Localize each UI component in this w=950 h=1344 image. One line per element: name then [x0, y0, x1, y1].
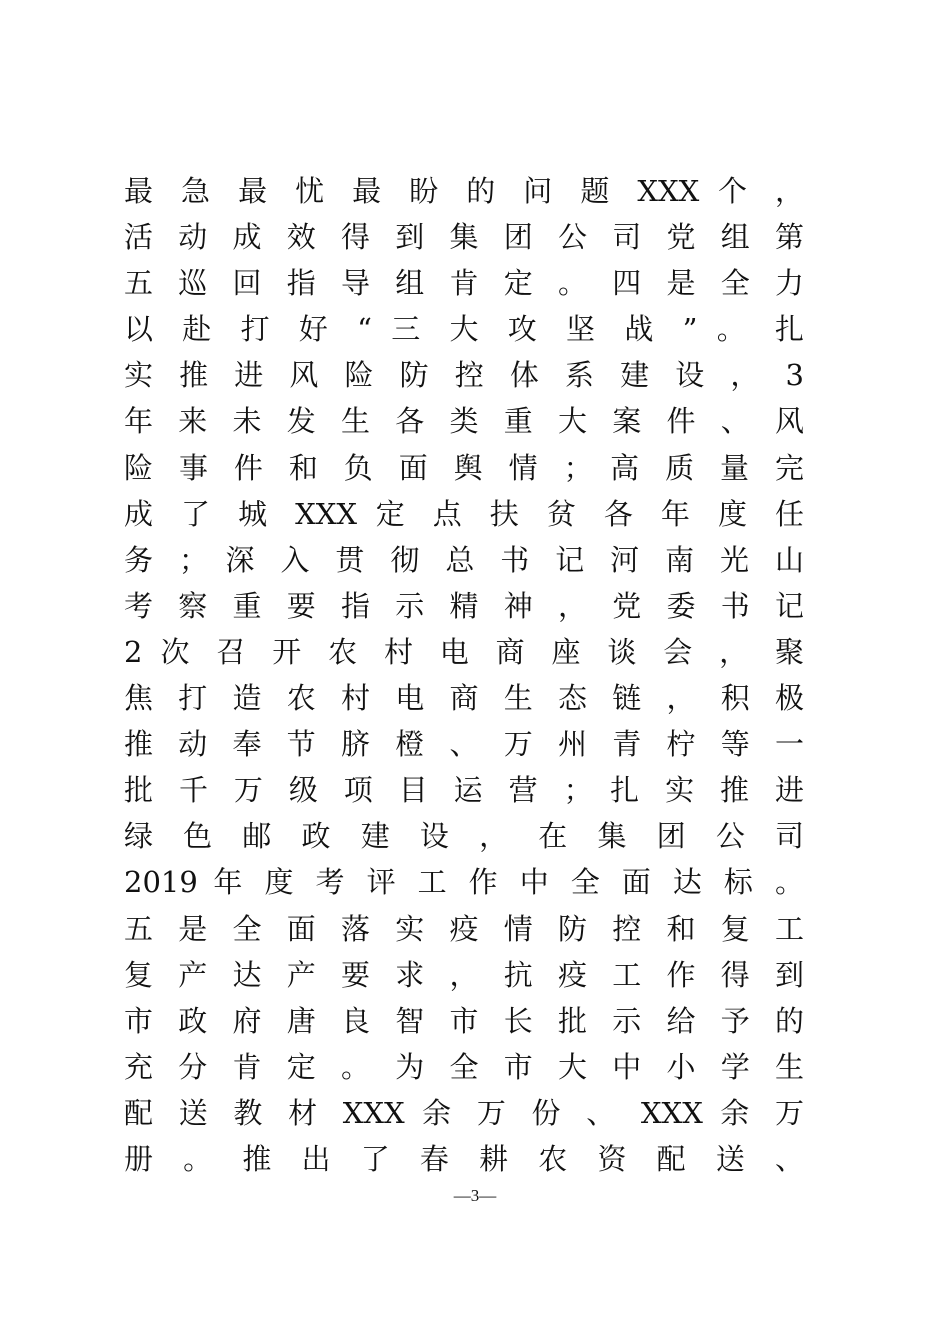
- body-paragraph: [124, 168, 804, 1182]
- text-line: 配 送 教 材 XXX 余 万 份 、 XXX 余 万: [124, 1095, 804, 1130]
- page-number: —3—: [453, 1186, 497, 1205]
- text-line: 五 是 全 面 落 实 疫 情 防 控 和 复 工: [124, 911, 804, 946]
- text-line: 复 产 达 产 要 求 ， 抗 疫 工 作 得 到: [124, 957, 804, 992]
- text-line: 2 次 召 开 农 村 电 商 座 谈 会 ， 聚: [124, 634, 804, 669]
- text-line: 最 急 最 忧 最 盼 的 问 题 XXX 个 ，: [124, 174, 804, 208]
- text-line: 册 。 推 出 了 春 耕 农 资 配 送 、: [124, 1141, 804, 1176]
- text-line: 推 动 奉 节 脐 橙 、 万 州 青 柠 等 一: [124, 727, 804, 762]
- text-line: 险 事 件 和 负 面 舆 情 ； 高 质 量 完: [124, 450, 804, 485]
- text-line: 年 来 未 发 生 各 类 重 大 案 件 、 风: [124, 404, 804, 439]
- text-line: 以 赴 打 好 “ 三 大 攻 坚 战 ” 。 扎: [124, 312, 804, 347]
- text-line: 充 分 肯 定 。 为 全 市 大 中 小 学 生: [124, 1049, 804, 1084]
- text-line: 活 动 成 效 得 到 集 团 公 司 党 组 第: [124, 220, 804, 255]
- text-line: 五 巡 回 指 导 组 肯 定 。 四 是 全 力: [124, 266, 804, 301]
- text-line: 2019 年 度 考 评 工 作 中 全 面 达 标 。: [124, 865, 804, 900]
- text-line: 务 ； 深 入 贯 彻 总 书 记 河 南 光 山: [124, 542, 804, 577]
- text-line: 实 推 进 风 险 防 控 体 系 建 设 ， 3: [124, 358, 804, 393]
- text-line: 焦 打 造 农 村 电 商 生 态 链 ， 积 极: [124, 681, 804, 716]
- text-line: 批 千 万 级 项 目 运 营 ； 扎 实 推 进: [124, 773, 804, 808]
- text-line: 成 了 城 XXX 定 点 扶 贫 各 年 度 任: [124, 496, 804, 531]
- text-line: 市 政 府 唐 良 智 市 长 批 示 给 予 的: [124, 1003, 804, 1038]
- text-line: 绿 色 邮 政 建 设 ， 在 集 团 公 司: [124, 819, 804, 854]
- text-line: 考 察 重 要 指 示 精 神 ， 党 委 书 记: [124, 588, 804, 623]
